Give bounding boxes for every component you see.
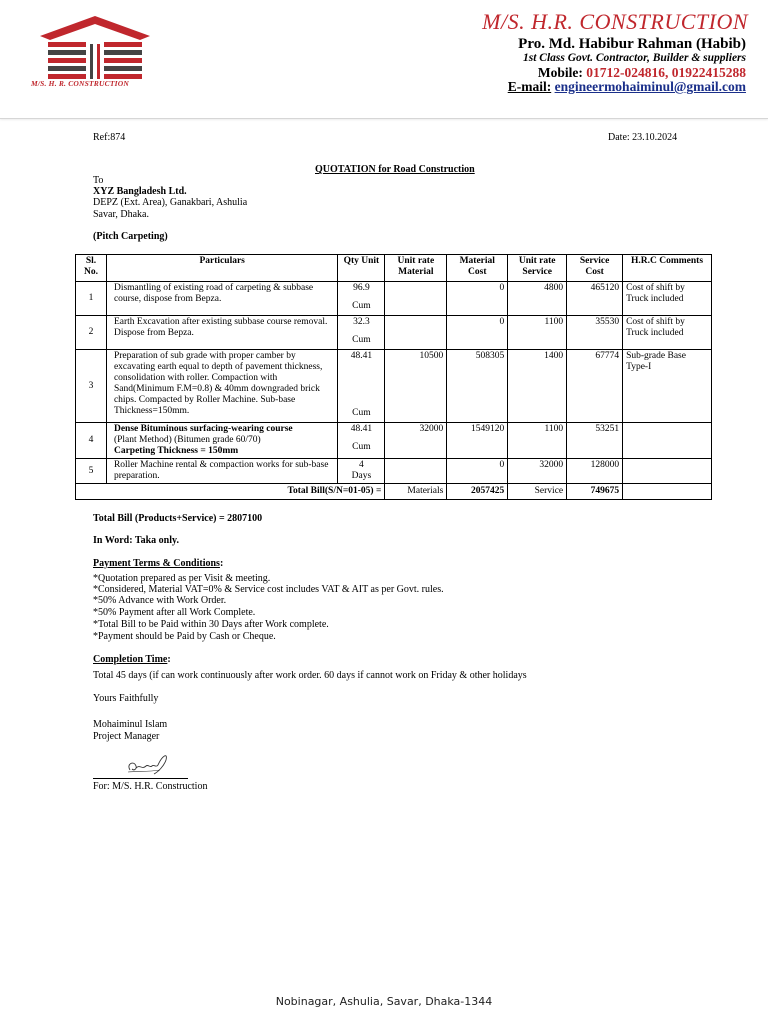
cell-qty bbox=[338, 282, 385, 316]
cell-material-cost: 0 bbox=[447, 316, 508, 350]
qty-unit: Cum bbox=[352, 301, 371, 311]
cell-rate-service: 4800 bbox=[508, 282, 567, 316]
qty-unit: Days bbox=[351, 471, 372, 481]
cell-rate-service: 1100 bbox=[508, 316, 567, 350]
completion-text: Total 45 days (if can work continuously after work order. 60 days if cannot work on Friday & other holidays bbox=[93, 670, 527, 681]
materials-label: Materials bbox=[385, 484, 447, 500]
cell-material-cost: 1549120 bbox=[447, 423, 508, 459]
signature-image bbox=[122, 750, 172, 778]
terms-item: *50% Advance with Work Order. bbox=[93, 595, 227, 606]
cell-rate-service: 1100 bbox=[508, 423, 567, 459]
cell-service-cost: 35530 bbox=[567, 316, 623, 350]
qty-value: 4 bbox=[359, 460, 364, 470]
terms-item: *Total Bill to be Paid within 30 Days after Work complete. bbox=[93, 619, 329, 630]
table-row bbox=[76, 282, 712, 316]
header-unit-rate-service: Unit rate Service bbox=[508, 255, 567, 282]
cell-rate-material bbox=[385, 459, 447, 484]
cell-sl: 2 bbox=[76, 316, 107, 350]
cell-rate-service: 32000 bbox=[508, 459, 567, 484]
qty-value: 48.41 bbox=[350, 351, 373, 361]
company-description: 1st Class Govt. Contractor, Builder & suppliers bbox=[522, 52, 746, 64]
cell-particulars: Preparation of sub grade with proper camber by excavating earth equal to depth of pavement thickness, consolidation with roller. Compaction with Sand(Minimum F.M=0.8) & 40mm downgraded brick chips. Compacted by Roller Machine. Sub-base Thickness=150mm. bbox=[106, 350, 338, 423]
document-date: Date: 23.10.2024 bbox=[608, 132, 678, 143]
recipient-address-2: Savar, Dhaka. bbox=[93, 209, 149, 220]
cell-service-cost: 128000 bbox=[567, 459, 623, 484]
terms-heading: Payment Terms & Conditions: bbox=[93, 558, 224, 569]
header-comments: H.R.C Comments bbox=[623, 255, 712, 282]
for-line: For: M/S. H.R. Construction bbox=[93, 781, 208, 792]
qty-value: 48.41 bbox=[350, 424, 373, 434]
qty-unit: Cum bbox=[352, 408, 371, 418]
completion-heading: Completion Time: bbox=[93, 654, 171, 665]
recipient-to: To bbox=[93, 175, 104, 186]
cell-sl: 3 bbox=[76, 350, 107, 423]
materials-total: 2057425 bbox=[447, 484, 508, 500]
qty-value: 32.3 bbox=[353, 317, 370, 327]
particulars-line: (Plant Method) (Bitumen grade 60/70) bbox=[113, 435, 261, 445]
header-particulars: Particulars bbox=[106, 255, 338, 282]
cell-rate-service: 1400 bbox=[508, 350, 567, 423]
total-label: Total Bill(S/N=01-05) = bbox=[76, 484, 385, 500]
cell-rate-material bbox=[385, 316, 447, 350]
terms-item: *Quotation prepared as per Visit & meeting. bbox=[93, 573, 271, 584]
table-header-row bbox=[76, 255, 712, 282]
cell-comment: Cost of shift by Truck included bbox=[623, 282, 712, 316]
total-comment-cell bbox=[623, 484, 712, 500]
reference-number: Ref:874 bbox=[93, 132, 126, 143]
cell-service-cost: 465120 bbox=[567, 282, 623, 316]
particulars-bold-line: Dense Bituminous surfacing-wearing course bbox=[113, 424, 293, 434]
qty-value: 96.9 bbox=[353, 283, 370, 293]
signer-title: Project Manager bbox=[93, 731, 160, 742]
email-label: E-mail: bbox=[507, 79, 552, 94]
document-title: QUOTATION for Road Construction bbox=[315, 164, 475, 175]
particulars-bold-line: Carpeting Thickness = 150mm bbox=[113, 446, 239, 456]
cell-sl: 4 bbox=[76, 423, 107, 459]
cell-particulars: Earth Excavation after existing subbase course removal. Dispose from Bepza. bbox=[106, 316, 338, 350]
cell-qty bbox=[338, 459, 385, 484]
cell-material-cost: 508305 bbox=[447, 350, 508, 423]
mobile-label: Mobile: bbox=[537, 65, 587, 80]
header-sl: Sl. No. bbox=[76, 255, 107, 282]
cell-particulars: Dismantling of existing road of carpeting & subbase course, dispose from Bepza. bbox=[106, 282, 338, 316]
cell-rate-material: 10500 bbox=[385, 350, 447, 423]
proprietor: Pro. Md. Habibur Rahman (Habib) bbox=[518, 36, 746, 52]
qty-unit: Cum bbox=[352, 335, 371, 345]
company-name: M/S. H.R. CONSTRUCTION bbox=[482, 9, 748, 34]
cell-qty bbox=[338, 423, 385, 459]
terms-heading-text: Payment Terms & Conditions bbox=[93, 558, 220, 569]
signature-line bbox=[93, 778, 188, 779]
cell-comment bbox=[623, 459, 712, 484]
cell-sl: 1 bbox=[76, 282, 107, 316]
terms-item: *Considered, Material VAT=0% & Service cost includes VAT & AIT as per Govt. rules. bbox=[93, 584, 444, 595]
terms-item: *Payment should be Paid by Cash or Cheque. bbox=[93, 631, 276, 642]
qty-unit: Cum bbox=[352, 442, 371, 452]
table-row bbox=[76, 459, 712, 484]
total-row bbox=[76, 484, 712, 500]
cell-material-cost: 0 bbox=[447, 282, 508, 316]
footer-address: Nobinagar, Ashulia, Savar, Dhaka-1344 bbox=[275, 995, 493, 1008]
service-label: Service bbox=[508, 484, 567, 500]
cell-qty bbox=[338, 350, 385, 423]
header-qty: Qty Unit bbox=[338, 255, 385, 282]
cell-comment bbox=[623, 423, 712, 459]
cell-particulars bbox=[106, 423, 338, 459]
cell-particulars: Roller Machine rental & compaction works for sub-base preparation. bbox=[106, 459, 338, 484]
cell-comment: Cost of shift by Truck included bbox=[623, 316, 712, 350]
signer-name: Mohaiminul Islam bbox=[93, 719, 168, 730]
header-material-cost: Material Cost bbox=[447, 255, 508, 282]
cell-material-cost: 0 bbox=[447, 459, 508, 484]
table-row bbox=[76, 350, 712, 423]
in-word: In Word: Taka only. bbox=[93, 535, 179, 546]
recipient-address-1: DEPZ (Ext. Area), Ganakbari, Ashulia bbox=[93, 197, 248, 208]
header-unit-rate-material: Unit rate Material bbox=[385, 255, 447, 282]
table-row bbox=[76, 423, 712, 459]
completion-heading-text: Completion Time bbox=[93, 654, 168, 665]
cell-service-cost: 67774 bbox=[567, 350, 623, 423]
closing: Yours Faithfully bbox=[93, 693, 159, 704]
cell-comment: Sub-grade Base Type-I bbox=[623, 350, 712, 423]
logo-caption: M/S. H. R. CONSTRUCTION bbox=[31, 79, 129, 88]
cell-qty bbox=[338, 316, 385, 350]
cell-sl: 5 bbox=[76, 459, 107, 484]
mobile-number: 01712-024816, 01922415288 bbox=[586, 65, 746, 80]
cell-rate-material: 32000 bbox=[385, 423, 447, 459]
terms-item: *50% Payment after all Work Complete. bbox=[93, 607, 256, 618]
recipient-name: XYZ Bangladesh Ltd. bbox=[93, 186, 187, 197]
service-total: 749675 bbox=[567, 484, 623, 500]
table-row bbox=[76, 316, 712, 350]
header-service-cost: Service Cost bbox=[567, 255, 623, 282]
total-bill: Total Bill (Products+Service) = 2807100 bbox=[93, 513, 263, 524]
cell-service-cost: 53251 bbox=[567, 423, 623, 459]
cell-rate-material bbox=[385, 282, 447, 316]
subject: (Pitch Carpeting) bbox=[93, 231, 168, 242]
quotation-table bbox=[75, 254, 712, 500]
company-email bbox=[508, 79, 746, 95]
email-link[interactable]: engineermohaiminul@gmail.com bbox=[554, 79, 746, 94]
letterhead bbox=[0, 0, 768, 119]
